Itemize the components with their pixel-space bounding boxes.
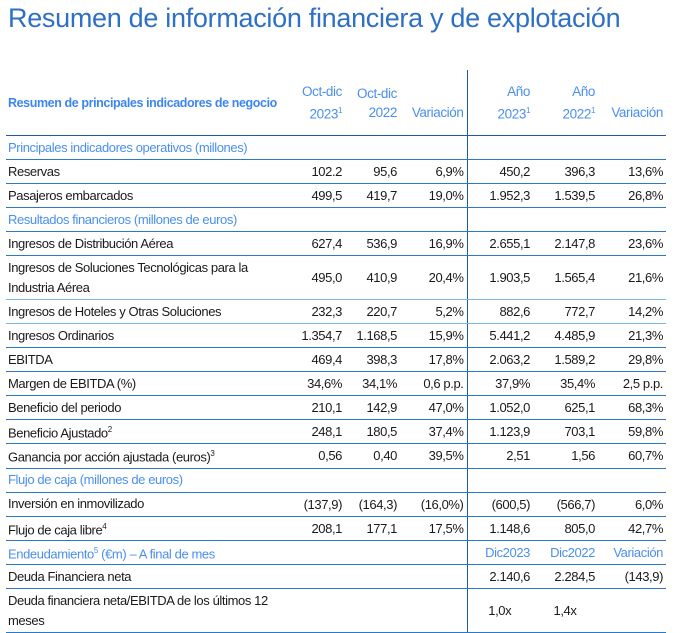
cell-value: (164,3) bbox=[358, 496, 397, 512]
row-label-text: Ingresos de Hoteles y Otras Soluciones bbox=[8, 303, 222, 319]
value-cell bbox=[345, 160, 400, 184]
section-header-row bbox=[6, 540, 666, 564]
value-cell bbox=[288, 565, 345, 589]
value-cell bbox=[345, 324, 400, 348]
value-cell bbox=[345, 492, 400, 516]
cell-value: 1.952,3 bbox=[489, 188, 530, 203]
value-cell bbox=[288, 492, 345, 516]
row-label-text: Ganancia por acción ajustada (euros) bbox=[8, 449, 211, 465]
row-label-text: Resultados financieros (millones de euros) bbox=[8, 211, 237, 227]
value-cell bbox=[533, 492, 598, 516]
cell-value: 210,1 bbox=[311, 400, 342, 415]
footnote-marker: 3 bbox=[210, 449, 215, 459]
column-header-line2: Variación bbox=[411, 104, 464, 120]
row-label bbox=[6, 184, 288, 208]
value-cell bbox=[533, 160, 598, 184]
cell-value: 882,6 bbox=[499, 304, 530, 319]
column-header bbox=[288, 70, 345, 136]
row-label-text: EBITDA bbox=[8, 351, 53, 367]
value-cell bbox=[598, 184, 666, 208]
row-label bbox=[6, 540, 288, 564]
row-label bbox=[6, 444, 288, 468]
row-label bbox=[6, 348, 288, 372]
value-cell bbox=[345, 300, 400, 324]
value-cell bbox=[533, 184, 598, 208]
value-cell bbox=[288, 232, 345, 256]
value-cell bbox=[533, 300, 598, 324]
row-label bbox=[6, 208, 288, 232]
value-cell bbox=[345, 348, 400, 372]
cell-value: 1,4x bbox=[553, 603, 577, 619]
row-label-text: Inversión en inmovilizado bbox=[8, 496, 144, 512]
value-cell bbox=[467, 565, 533, 589]
cell-value: 19,0% bbox=[428, 188, 464, 203]
row-label-text: Principales indicadores operativos (millones) bbox=[8, 139, 248, 155]
row-label bbox=[6, 324, 288, 348]
value-cell bbox=[467, 184, 533, 208]
table-row bbox=[6, 160, 666, 184]
cell-value: (143,9) bbox=[624, 569, 663, 585]
value-cell bbox=[467, 348, 533, 372]
cell-value: 59,8% bbox=[628, 424, 663, 440]
table-row bbox=[6, 516, 666, 540]
value-cell bbox=[345, 372, 400, 396]
cell-value: 17,5% bbox=[428, 520, 464, 536]
cell-value: 68,3% bbox=[628, 400, 663, 415]
column-header-line1: Oct-dic bbox=[302, 83, 342, 99]
column-header bbox=[598, 70, 666, 136]
value-cell bbox=[345, 420, 400, 444]
cell-value: 1.565,4 bbox=[554, 270, 595, 285]
value-cell bbox=[467, 300, 533, 324]
value-cell bbox=[533, 565, 598, 589]
value-cell bbox=[533, 232, 598, 256]
value-cell bbox=[598, 444, 666, 468]
value-cell bbox=[533, 208, 598, 232]
value-cell bbox=[533, 516, 598, 540]
cell-value: 4.485,9 bbox=[554, 328, 595, 343]
column-header-line2: 2022 bbox=[368, 104, 397, 120]
value-cell bbox=[533, 468, 598, 492]
value-cell bbox=[345, 136, 400, 160]
cell-value: 2.655,1 bbox=[489, 236, 530, 251]
value-cell bbox=[598, 516, 666, 540]
cell-value: 1,56 bbox=[571, 448, 595, 464]
cell-value: 34,1% bbox=[362, 376, 397, 391]
cell-value: 2,5 p.p. bbox=[622, 376, 663, 391]
cell-value: 60,7% bbox=[628, 448, 663, 464]
cell-value: 398,3 bbox=[366, 352, 397, 367]
cell-value: (566,7) bbox=[556, 496, 595, 512]
value-cell bbox=[467, 136, 533, 160]
cell-value: 17,8% bbox=[428, 352, 464, 367]
value-cell bbox=[533, 256, 598, 300]
cell-value: 21,6% bbox=[628, 270, 663, 285]
value-cell bbox=[598, 256, 666, 300]
cell-value: 1.903,5 bbox=[489, 270, 530, 285]
value-cell bbox=[533, 420, 598, 444]
value-cell bbox=[467, 540, 533, 564]
cell-value: 2,51 bbox=[506, 448, 530, 464]
header-label-text: Resumen de principales indicadores de negocio bbox=[8, 95, 277, 110]
row-label bbox=[6, 136, 288, 160]
value-cell bbox=[288, 589, 345, 633]
cell-value: 419,7 bbox=[366, 188, 397, 203]
cell-value: 1.123,9 bbox=[489, 424, 530, 440]
table-row bbox=[6, 444, 666, 468]
value-cell bbox=[467, 232, 533, 256]
value-cell bbox=[533, 348, 598, 372]
value-cell bbox=[345, 184, 400, 208]
financial-summary-table bbox=[6, 70, 666, 633]
cell-value: 495,0 bbox=[311, 270, 342, 285]
cell-value: 42,7% bbox=[628, 520, 663, 536]
row-label-text: Flujo de caja (millones de euros) bbox=[8, 472, 183, 488]
cell-value: 1.354,7 bbox=[301, 328, 342, 343]
value-cell bbox=[400, 136, 467, 160]
row-label bbox=[6, 468, 288, 492]
value-cell bbox=[467, 208, 533, 232]
value-cell bbox=[598, 232, 666, 256]
section-header-row bbox=[6, 208, 666, 232]
value-cell bbox=[467, 492, 533, 516]
cell-value: Dic2022 bbox=[550, 545, 595, 561]
cell-value: 772,7 bbox=[564, 304, 595, 319]
value-cell bbox=[400, 324, 467, 348]
column-header-line2: 2023 bbox=[309, 106, 338, 122]
row-label-text: Deuda financiera neta/EBITDA de los últimos 12 meses bbox=[8, 592, 268, 628]
value-cell bbox=[598, 300, 666, 324]
value-cell bbox=[345, 540, 400, 564]
column-header-line2: Variación bbox=[611, 104, 663, 120]
value-cell bbox=[345, 589, 400, 633]
column-header-line2: 2022 bbox=[562, 106, 591, 122]
value-cell bbox=[400, 184, 467, 208]
cell-value: 208,1 bbox=[311, 520, 342, 536]
cell-value: 20,4% bbox=[428, 270, 464, 285]
cell-value: 410,9 bbox=[366, 270, 397, 285]
value-cell bbox=[598, 160, 666, 184]
cell-value: 220,7 bbox=[366, 304, 397, 319]
cell-value: 1.589,2 bbox=[554, 352, 595, 367]
section-header-row bbox=[6, 136, 666, 160]
value-cell bbox=[467, 420, 533, 444]
cell-value: 536,9 bbox=[366, 236, 397, 251]
column-header bbox=[400, 70, 467, 136]
cell-value: 1.052,0 bbox=[489, 400, 530, 415]
value-cell bbox=[598, 324, 666, 348]
footnote-marker: 2 bbox=[107, 425, 112, 434]
cell-value: 23,6% bbox=[628, 236, 663, 251]
value-cell bbox=[288, 420, 345, 444]
cell-value: 2.284,5 bbox=[554, 569, 595, 585]
table-row bbox=[6, 256, 666, 300]
value-cell bbox=[598, 208, 666, 232]
value-cell bbox=[467, 396, 533, 420]
value-cell bbox=[288, 184, 345, 208]
table-row bbox=[6, 324, 666, 348]
cell-value: 14,2% bbox=[628, 304, 663, 319]
row-label bbox=[6, 589, 288, 633]
value-cell bbox=[598, 396, 666, 420]
cell-value: 5.441,2 bbox=[489, 328, 530, 343]
cell-value: 0,6 p.p. bbox=[423, 376, 464, 391]
row-label bbox=[6, 492, 288, 516]
value-cell bbox=[598, 348, 666, 372]
cell-value: 499,5 bbox=[311, 188, 342, 203]
value-cell bbox=[288, 372, 345, 396]
cell-value: 34,6% bbox=[307, 376, 342, 391]
value-cell bbox=[467, 256, 533, 300]
cell-value: 5,2% bbox=[435, 304, 464, 319]
value-cell bbox=[400, 256, 467, 300]
value-cell bbox=[345, 232, 400, 256]
value-cell bbox=[400, 468, 467, 492]
value-cell bbox=[345, 256, 400, 300]
cell-value: Variación bbox=[613, 545, 663, 561]
row-label bbox=[6, 420, 288, 444]
table-row bbox=[6, 348, 666, 372]
cell-value: 6,9% bbox=[435, 164, 464, 179]
cell-value: 469,4 bbox=[311, 352, 342, 367]
value-cell bbox=[288, 396, 345, 420]
row-label bbox=[6, 160, 288, 184]
section-header-row bbox=[6, 468, 666, 492]
table-row bbox=[6, 492, 666, 516]
table-row bbox=[6, 420, 666, 444]
value-cell bbox=[533, 324, 598, 348]
column-header bbox=[533, 70, 598, 136]
value-cell bbox=[467, 160, 533, 184]
row-label bbox=[6, 232, 288, 256]
row-label bbox=[6, 256, 288, 300]
value-cell bbox=[467, 468, 533, 492]
table-row bbox=[6, 232, 666, 256]
cell-value: 1.539,5 bbox=[554, 188, 595, 203]
cell-value: 627,4 bbox=[311, 236, 342, 251]
row-label-suffix: (€m) – A final de mes bbox=[97, 546, 215, 562]
cell-value: 13,6% bbox=[628, 164, 663, 179]
value-cell bbox=[400, 444, 467, 468]
value-cell bbox=[345, 208, 400, 232]
value-cell bbox=[533, 372, 598, 396]
column-header-line1: Año bbox=[572, 83, 595, 99]
cell-value: 177,1 bbox=[366, 520, 397, 536]
cell-value: 2.063,2 bbox=[489, 352, 530, 367]
value-cell bbox=[400, 160, 467, 184]
value-cell bbox=[598, 589, 666, 633]
row-label-text: Beneficio Ajustado bbox=[8, 425, 108, 441]
value-cell bbox=[288, 256, 345, 300]
row-label bbox=[6, 372, 288, 396]
table-row bbox=[6, 184, 666, 208]
value-cell bbox=[400, 232, 467, 256]
value-cell bbox=[400, 540, 467, 564]
cell-value: 47,0% bbox=[428, 400, 464, 415]
table-row bbox=[6, 372, 666, 396]
row-label-text: Pasajeros embarcados bbox=[8, 187, 133, 203]
value-cell bbox=[533, 136, 598, 160]
table-row bbox=[6, 565, 666, 589]
value-cell bbox=[288, 324, 345, 348]
footnote-marker: 5 bbox=[93, 545, 98, 555]
value-cell bbox=[400, 208, 467, 232]
footnote-marker: 1 bbox=[590, 105, 595, 115]
value-cell bbox=[533, 444, 598, 468]
column-header-line2: 2023 bbox=[497, 106, 526, 122]
value-cell bbox=[288, 348, 345, 372]
row-label-text: Ingresos de Distribución Aérea bbox=[8, 235, 174, 251]
row-label-text: Margen de EBITDA (%) bbox=[8, 375, 136, 391]
value-cell bbox=[400, 516, 467, 540]
value-cell bbox=[598, 540, 666, 564]
value-cell bbox=[288, 468, 345, 492]
cell-value: 39,5% bbox=[428, 448, 464, 464]
cell-value: 805,0 bbox=[564, 520, 595, 536]
row-label bbox=[6, 300, 288, 324]
row-label-text: Endeudamiento bbox=[8, 546, 94, 562]
value-cell bbox=[467, 589, 533, 633]
value-cell bbox=[400, 492, 467, 516]
cell-value: 1.168,5 bbox=[356, 328, 397, 343]
cell-value: 21,3% bbox=[628, 328, 663, 343]
value-cell bbox=[400, 300, 467, 324]
value-cell bbox=[400, 565, 467, 589]
value-cell bbox=[345, 444, 400, 468]
row-label bbox=[6, 396, 288, 420]
table-row bbox=[6, 300, 666, 324]
value-cell bbox=[400, 396, 467, 420]
cell-value: (16,0%) bbox=[420, 496, 464, 512]
row-label-text: Ingresos Ordinarios bbox=[8, 327, 114, 343]
cell-value: 37,4% bbox=[428, 424, 464, 440]
footnote-marker: 1 bbox=[525, 105, 530, 115]
cell-value: 703,1 bbox=[564, 424, 595, 440]
cell-value: 37,9% bbox=[495, 376, 530, 391]
value-cell bbox=[533, 589, 598, 633]
cell-value: 26,8% bbox=[628, 188, 663, 203]
page-title: Resumen de información financiera y de explotación bbox=[8, 3, 621, 33]
row-label-text: Flujo de caja libre bbox=[8, 521, 103, 537]
cell-value: 142,9 bbox=[366, 400, 397, 415]
cell-value: 180,5 bbox=[366, 424, 397, 440]
row-label bbox=[6, 565, 288, 589]
value-cell bbox=[345, 565, 400, 589]
value-cell bbox=[288, 444, 345, 468]
value-cell bbox=[598, 468, 666, 492]
value-cell bbox=[288, 160, 345, 184]
value-cell bbox=[288, 516, 345, 540]
cell-value: 16,9% bbox=[428, 236, 464, 251]
header-row bbox=[6, 70, 666, 136]
row-label-text: Beneficio del periodo bbox=[8, 399, 122, 415]
cell-value: 1.148,6 bbox=[489, 520, 530, 536]
row-label bbox=[6, 516, 288, 540]
value-cell bbox=[400, 420, 467, 444]
column-header-line1: Año bbox=[507, 83, 530, 99]
value-cell bbox=[598, 420, 666, 444]
value-cell bbox=[598, 565, 666, 589]
cell-value: 0,56 bbox=[318, 448, 342, 464]
value-cell bbox=[288, 208, 345, 232]
cell-value: 2.147,8 bbox=[554, 236, 595, 251]
value-cell bbox=[400, 372, 467, 396]
cell-value: Dic2023 bbox=[485, 545, 530, 561]
cell-value: 232,3 bbox=[311, 304, 342, 319]
value-cell bbox=[533, 396, 598, 420]
header-label bbox=[6, 70, 288, 136]
cell-value: 6,0% bbox=[634, 496, 663, 512]
row-label-text: Ingresos de Soluciones Tecnológicas para la Industria Aérea bbox=[8, 259, 248, 295]
value-cell bbox=[467, 516, 533, 540]
cell-value: (600,5) bbox=[491, 496, 530, 512]
footnote-marker: 4 bbox=[102, 521, 107, 531]
cell-value: 15,9% bbox=[428, 328, 464, 343]
column-header-line1: Oct-dic bbox=[357, 85, 397, 101]
cell-value: 35,4% bbox=[560, 376, 595, 391]
row-label-text: Reservas bbox=[8, 163, 60, 179]
table-row bbox=[6, 589, 666, 633]
cell-value: 625,1 bbox=[564, 400, 595, 415]
table-row bbox=[6, 396, 666, 420]
cell-value: 396,3 bbox=[564, 164, 595, 179]
value-cell bbox=[400, 348, 467, 372]
value-cell bbox=[288, 136, 345, 160]
value-cell bbox=[533, 540, 598, 564]
cell-value: 1,0x bbox=[488, 603, 512, 619]
value-cell bbox=[400, 589, 467, 633]
value-cell bbox=[288, 540, 345, 564]
cell-value: 248,1 bbox=[311, 424, 342, 440]
value-cell bbox=[467, 372, 533, 396]
value-cell bbox=[467, 444, 533, 468]
value-cell bbox=[598, 372, 666, 396]
row-label-text: Deuda Financiera neta bbox=[8, 568, 132, 584]
cell-value: 95,6 bbox=[373, 164, 397, 179]
value-cell bbox=[598, 136, 666, 160]
column-header bbox=[345, 70, 400, 136]
footnote-marker: 1 bbox=[337, 105, 342, 115]
cell-value: 450,2 bbox=[499, 164, 530, 179]
cell-value: 102.2 bbox=[311, 164, 342, 179]
column-header bbox=[467, 70, 533, 136]
value-cell bbox=[288, 300, 345, 324]
value-cell bbox=[345, 516, 400, 540]
value-cell bbox=[345, 468, 400, 492]
cell-value: 29,8% bbox=[628, 352, 663, 367]
cell-value: 0,40 bbox=[373, 448, 397, 464]
cell-value: 2.140,6 bbox=[489, 569, 530, 585]
value-cell bbox=[467, 324, 533, 348]
cell-value: (137,9) bbox=[303, 496, 342, 512]
value-cell bbox=[345, 396, 400, 420]
value-cell bbox=[598, 492, 666, 516]
